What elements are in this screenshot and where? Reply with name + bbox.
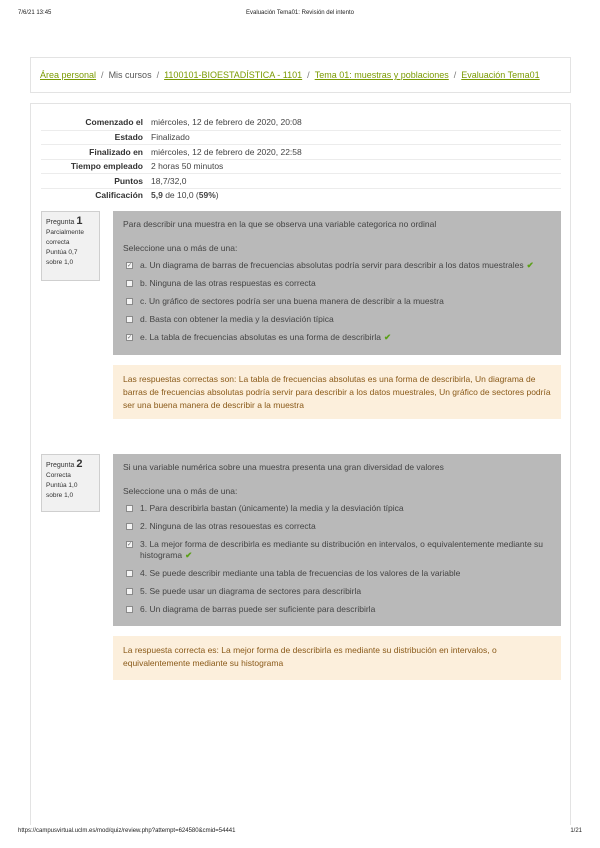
summary-value: Finalizado <box>151 132 190 143</box>
answer-checkbox[interactable] <box>126 523 133 530</box>
answer-checkbox[interactable] <box>126 606 133 613</box>
question-number: 1 <box>76 215 83 227</box>
answer-checkbox[interactable] <box>126 280 133 287</box>
question-number: 2 <box>76 458 83 470</box>
summary-value: 2 horas 50 minutos <box>151 161 224 172</box>
grade-value: 5,9 <box>151 190 163 201</box>
answer-option <box>123 278 551 289</box>
correct-tick-icon: ✔ <box>526 260 534 270</box>
summary-label: Tiempo empleado <box>70 161 143 172</box>
question-mark: Puntúa 0,7 sobre 1,0 <box>46 249 78 266</box>
summary-value: miércoles, 12 de febrero de 2020, 20:08 <box>151 117 302 128</box>
answer-option <box>123 260 551 271</box>
summary-row-marks <box>41 173 561 188</box>
question-mark: Puntúa 1,0 sobre 1,0 <box>46 482 78 499</box>
answer-option <box>123 604 551 615</box>
answer-checkbox[interactable] <box>126 588 133 595</box>
breadcrumb-mis-cursos: Mis cursos <box>108 70 152 80</box>
breadcrumb-area-personal[interactable]: Área personal <box>40 70 97 80</box>
summary-row-time-taken <box>41 159 561 174</box>
answer-prompt: Seleccione una o más de una: <box>123 243 238 253</box>
answer-checkbox[interactable] <box>126 298 133 305</box>
answer-text: 1. Para describirla bastan (únicamente) la media y la desviación típica <box>140 503 404 513</box>
answer-text: 2. Ninguna de las otras resouestas es correcta <box>140 521 316 531</box>
answer-text: 5. Se puede usar un diagrama de sectores para describirla <box>140 586 362 596</box>
summary-value: 18,7/32,0 <box>151 175 187 186</box>
question-feedback-2 <box>113 636 561 680</box>
summary-label: Calificación <box>95 190 143 201</box>
question-state: Parcialmente correcta <box>46 229 84 246</box>
question-formulation-2 <box>113 454 561 626</box>
answer-text: b. Ninguna de las otras respuestas es correcta <box>140 278 316 288</box>
quiz-review-region <box>30 103 571 825</box>
question-text: Si una variable numérica sobre una muestra presenta una gran diversidad de valores <box>123 462 444 472</box>
answer-text: c. Un gráfico de sectores podría ser una buena manera de describir a la muestra <box>140 296 444 306</box>
answer-text: 6. Un diagrama de barras puede ser suficiente para describirla <box>140 604 376 614</box>
correct-tick-icon: ✔ <box>185 550 193 560</box>
question-prefix: Pregunta <box>46 462 75 469</box>
breadcrumb-separator: / <box>156 70 160 80</box>
answer-option <box>123 521 551 532</box>
summary-row-started <box>41 115 561 130</box>
print-header <box>18 10 582 20</box>
summary-row-finished <box>41 144 561 159</box>
answer-option <box>123 503 551 514</box>
answer-checkbox[interactable] <box>126 505 133 512</box>
breadcrumb <box>30 57 571 93</box>
summary-row-grade <box>41 188 561 203</box>
summary-label: Comenzado el <box>85 117 143 128</box>
correct-tick-icon: ✔ <box>383 332 392 342</box>
summary-label: Estado <box>114 132 143 143</box>
right-answer-text: La respuesta correcta es: La mejor forma de describirla es mediante su distribución en intervalos, o equivalentemente mediante su histograma <box>123 645 497 668</box>
breadcrumb-topic[interactable]: Tema 01: muestras y poblaciones <box>314 70 449 80</box>
print-datetime: 7/6/21 13:45 <box>18 10 52 16</box>
question-feedback-1 <box>113 365 561 419</box>
answer-option <box>123 539 551 561</box>
summary-label: Puntos <box>114 175 143 186</box>
question-prefix: Pregunta <box>46 219 75 226</box>
right-answer-text: Las respuestas correctas son: La tabla de frecuencias absolutas es una forma de describirla, Un diagrama de barras de frecuencias absolutas podría servir para describir a los datos muestrales, Un gráfico de sectores podría ser una buena manera de describir a la muestra <box>123 374 551 410</box>
answer-text: d. Basta con obtener la media y la desviación típica <box>140 314 334 324</box>
answer-text: a. Un diagrama de barras de frecuencias absolutas podría servir para describir a los datos muestrales <box>140 260 524 270</box>
summary-label: Finalizado en <box>89 146 143 157</box>
answer-option <box>123 332 551 343</box>
print-footer <box>18 828 582 838</box>
attempt-summary-table <box>41 115 561 202</box>
summary-value <box>151 190 219 200</box>
grade-out-of: de 10,0 ( <box>162 190 199 201</box>
answer-checkbox[interactable] <box>126 570 133 577</box>
answer-text: 3. La mejor forma de describirla es mediante su distribución en intervalos, o equivalentemente mediante su histograma <box>140 539 544 560</box>
answer-checkbox-checked[interactable]: ✓ <box>126 262 133 269</box>
answer-prompt: Seleccione una o más de una: <box>123 486 238 496</box>
breadcrumb-separator: / <box>101 70 104 80</box>
question-text: Para describir una muestra en la que se observa una variable categorica no ordinal <box>123 219 437 229</box>
print-url: https://campusvirtual.uclm.es/mod/quiz/review.php?attempt=624580&cmid=54441 <box>18 828 236 834</box>
breadcrumb-course[interactable]: 1100101-BIOESTADÍSTICA - 1101 <box>164 70 303 80</box>
print-page-number: 1/21 <box>570 828 582 834</box>
answer-text: e. La tabla de frecuencias absolutas es una forma de describirla <box>140 332 381 342</box>
answer-option <box>123 296 551 307</box>
summary-value: miércoles, 12 de febrero de 2020, 22:58 <box>151 146 302 157</box>
breadcrumb-separator: / <box>307 70 310 80</box>
answer-checkbox[interactable] <box>126 316 133 323</box>
answer-label <box>140 332 391 343</box>
answer-text: 4. Se puede describir mediante una tabla de frecuencias de los valores de la variable <box>140 568 461 578</box>
answer-label <box>140 539 551 561</box>
question-info-2 <box>41 454 100 512</box>
question-state: Correcta <box>46 472 71 479</box>
breadcrumb-quiz[interactable]: Evaluación Tema01 <box>461 70 540 80</box>
question-formulation-1 <box>113 211 561 355</box>
answer-checkbox-checked[interactable]: ✓ <box>126 334 133 341</box>
breadcrumb-separator: / <box>453 70 457 80</box>
answer-checkbox-checked[interactable]: ✓ <box>126 541 133 548</box>
answer-option <box>123 568 551 579</box>
answer-option <box>123 586 551 597</box>
grade-close: ) <box>215 190 219 201</box>
answer-option <box>123 314 551 325</box>
question-info-1 <box>41 211 100 281</box>
summary-row-state <box>41 130 561 145</box>
grade-percent: 59% <box>198 190 216 201</box>
answer-label <box>140 260 534 271</box>
print-title: Evaluación Tema01: Revisión del intento <box>246 10 354 16</box>
